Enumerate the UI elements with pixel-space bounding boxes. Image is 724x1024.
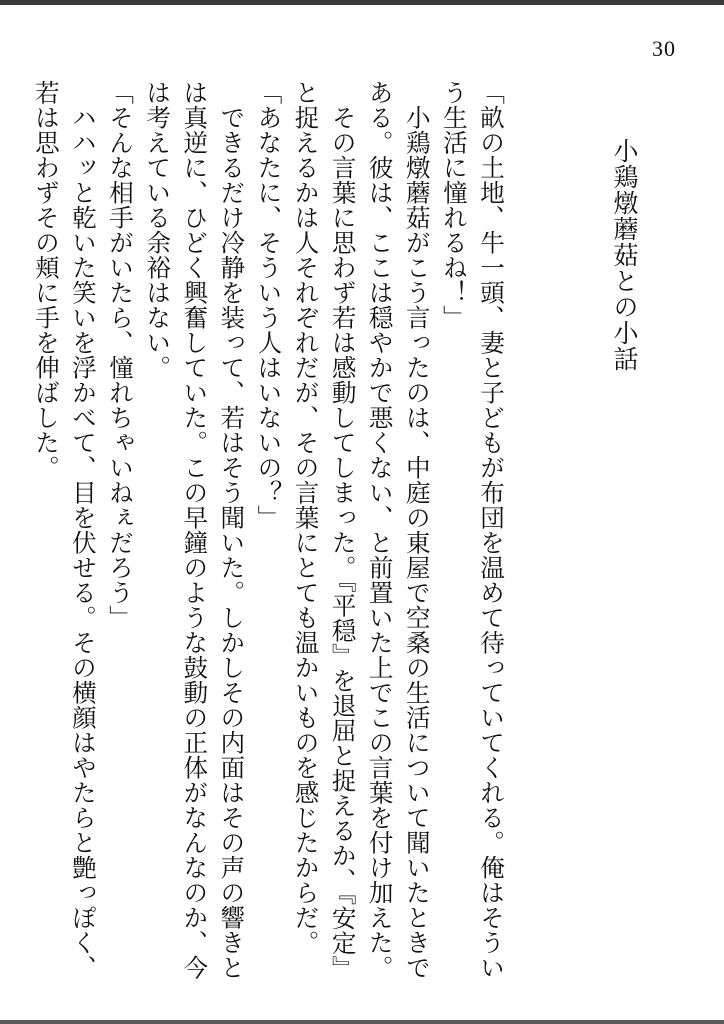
chapter-title: 小鶏燉蘑菇との小話 bbox=[610, 138, 639, 372]
paragraph: 「あなたに、そういう人はいないの？」 bbox=[254, 80, 284, 530]
paragraph: 小鶏燉蘑菇がこう言ったのは、中庭の東屋で空桑の生活について聞いたときである。彼は、ここは穏やかで悪くない、と前置いた上でこの言葉を付け加えた。 bbox=[365, 80, 432, 980]
paragraph: できるだけ冷静を装って、若はそう聞いた。しかしその内面はその声の響きとは真逆に、ひどく興奮していた。この早鐘のような鼓動の正体がなんなのか、今は考えている余裕はない。 bbox=[143, 80, 247, 980]
paragraph: 「畝の土地、牛一頭、妻と子どもが布団を温めて待っていてくれる。俺はそういう生活に憧れるね！」 bbox=[439, 80, 506, 980]
bottom-edge-bar bbox=[0, 1020, 724, 1024]
top-edge-bar bbox=[0, 0, 724, 5]
page-number: 30 bbox=[652, 36, 676, 61]
body-text bbox=[31, 80, 510, 980]
paragraph: 「そんな相手がいたら、憧れちゃいねぇだろう」 bbox=[106, 80, 136, 630]
paragraph: その言葉に思わず若は感動してしまった。『平穏』を退屈と捉えるか、『安定』と捉えるかは人それぞれだが、その言葉にとても温かいものを感じたからだ。 bbox=[291, 80, 358, 969]
paragraph: ハハッと乾いた笑いを浮かべて、目を伏せる。その横顔はやたらと艶っぽく、若は思わずその頬に手を伸ばした。 bbox=[31, 80, 98, 980]
